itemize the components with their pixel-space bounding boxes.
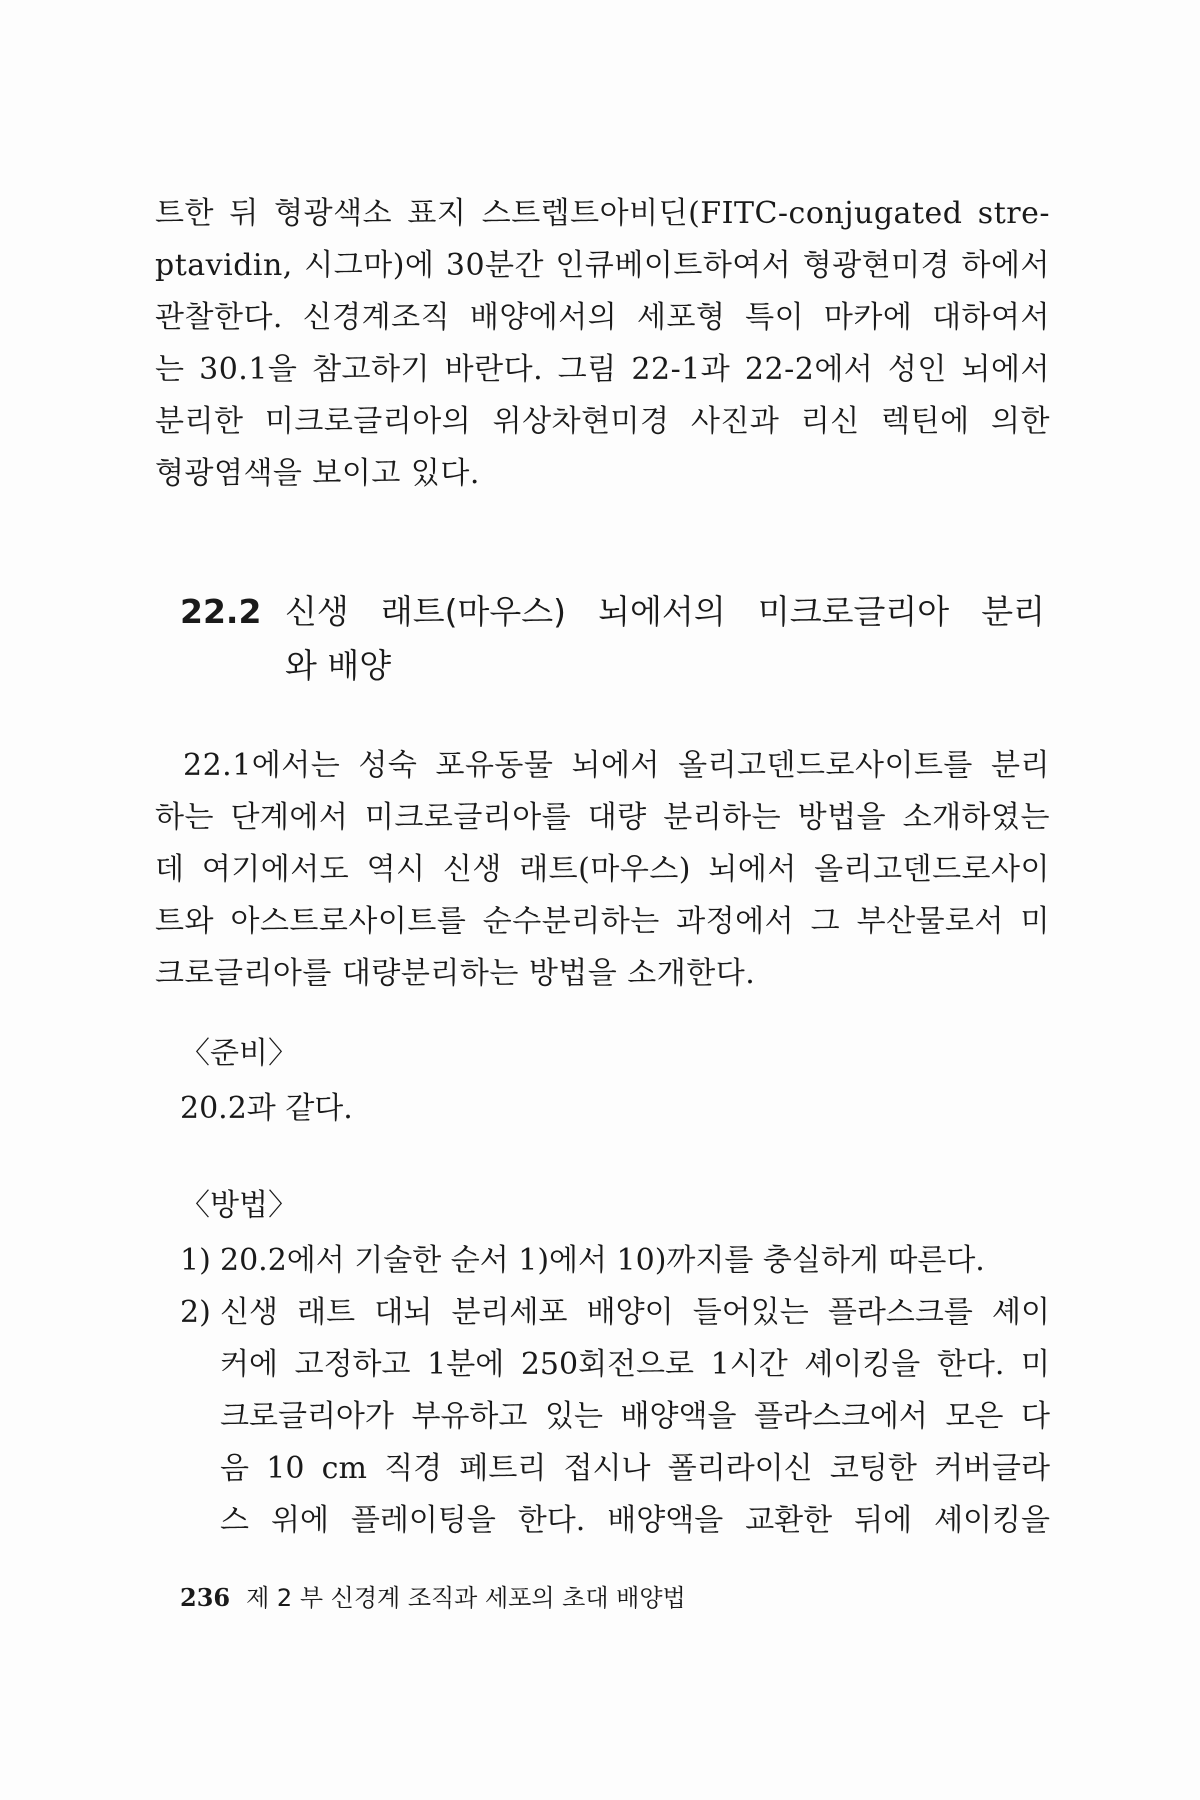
- text-line: 데 여기에서도 역시 신생 래트(마우스) 뇌에서 올리고덴드로사이: [155, 852, 1050, 887]
- text-line: 22.1에서는 성숙 포유동물 뇌에서 올리고덴드로사이트를 분리: [183, 748, 1050, 783]
- step-line: 스 위에 플레이팅을 한다. 배양액을 교환한 뒤에 셰이킹을: [220, 1503, 1050, 1538]
- text-line: ptavidin, 시그마)에 30분간 인큐베이트하여서 형광현미경 하에서: [155, 248, 1050, 283]
- prep-heading: 〈준비〉: [180, 1036, 298, 1071]
- running-title: 제 2 부 신경계 조직과 세포의 초대 배양법: [246, 1584, 686, 1612]
- text-line: 트한 뒤 형광색소 표지 스트렙트아비딘(FITC-conjugated stre-: [155, 196, 1050, 231]
- text-line: 형광염색을 보이고 있다.: [155, 456, 480, 491]
- section-title-line: 와 배양: [285, 646, 392, 685]
- page-number: 236: [180, 1583, 231, 1612]
- step-line: 커에 고정하고 1분에 250회전으로 1시간 셰이킹을 한다. 미: [220, 1347, 1050, 1382]
- section-number: 22.2: [180, 592, 262, 631]
- text-line: 크로글리아를 대량분리하는 방법을 소개한다.: [155, 956, 756, 991]
- section-title-line: 신생 래트(마우스) 뇌에서의 미크로글리아 분리: [285, 592, 1045, 631]
- text-line: 하는 단계에서 미크로글리아를 대량 분리하는 방법을 소개하였는: [155, 800, 1050, 835]
- text-line: 는 30.1을 참고하기 바란다. 그림 22-1과 22-2에서 성인 뇌에서: [155, 352, 1050, 387]
- step-number: 2): [180, 1295, 211, 1330]
- step-line: 20.2에서 기술한 순서 1)에서 10)까지를 충실하게 따른다.: [220, 1243, 985, 1278]
- method-steps: [180, 1235, 1050, 1547]
- step-line: 음 10 cm 직경 페트리 접시나 폴리라이신 코팅한 커버글라: [220, 1451, 1050, 1486]
- text-line: 분리한 미크로글리아의 위상차현미경 사진과 리신 렉틴에 의한: [155, 404, 1050, 439]
- text-line: 관찰한다. 신경계조직 배양에서의 세포형 특이 마카에 대하여서: [155, 300, 1050, 335]
- page-footer: [180, 1578, 686, 1618]
- step-line: 크로글리아가 부유하고 있는 배양액을 플라스크에서 모은 다: [220, 1399, 1050, 1434]
- prep-text: 20.2과 같다.: [180, 1091, 353, 1126]
- method-step: [180, 1235, 1050, 1287]
- method-heading: 〈방법〉: [180, 1188, 298, 1223]
- text-line: 트와 아스트로사이트를 순수분리하는 과정에서 그 부산물로서 미: [155, 904, 1050, 939]
- section-heading: [180, 585, 1050, 693]
- intro-paragraph: [155, 188, 1050, 500]
- step-line: 신생 래트 대뇌 분리세포 배양이 들어있는 플라스크를 셰이: [220, 1295, 1050, 1330]
- step-number: 1): [180, 1243, 211, 1278]
- method-step: [180, 1287, 1050, 1547]
- body-paragraph: [155, 740, 1050, 1000]
